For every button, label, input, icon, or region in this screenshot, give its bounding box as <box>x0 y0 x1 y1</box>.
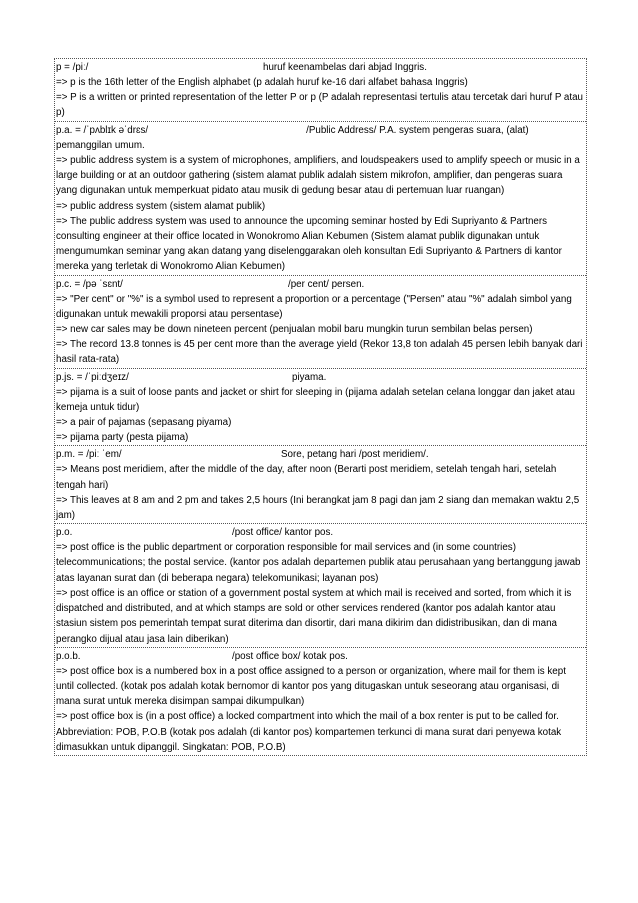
entry-term: p.a. = /ˈpʌblɪk əˈdrɛs/ <box>56 124 149 136</box>
entry-line: => Means post meridiem, after the middle of the day, after noon (Berarti post meridiem, setelah tengah hari, setelah tengah hari) <box>56 464 557 491</box>
entry-heading <box>56 123 585 153</box>
entry-heading <box>56 370 585 385</box>
entry-po <box>55 524 586 647</box>
entry-term: p = /piː/ <box>56 62 89 73</box>
entry-term: p.js. = /ˈpiːdʒeɪz/ <box>56 371 129 383</box>
entry-pm <box>55 446 586 524</box>
entry-meaning: /per cent/ persen. <box>288 278 365 290</box>
entry-term: p.m. = /piː ˈem/ <box>56 449 122 461</box>
entry-heading <box>56 649 585 664</box>
entry-line: => a pair of pajamas (sepasang piyama) <box>56 417 232 429</box>
entry-line: => The public address system was used to announce the upcoming seminar hosted by Edi Supriyanto & Partners consulting engineer at their office located in Wonokromo Alian Kebumen (Sistem alamat publik digunakan untuk mengumumkan seminar yang akan datang yang diselenggarakan oleh konsultan Edi Supriyanto & Partners di kantor mereka yang terletak di Wonokromo Alian Kebumen) <box>56 215 562 273</box>
entry-heading <box>56 525 585 540</box>
entry-heading <box>56 447 585 462</box>
entry-heading <box>56 60 585 75</box>
entry-term: p.c. = /pə ˈsɛnt/ <box>56 278 123 290</box>
entry-pob <box>55 648 586 755</box>
dictionary-entries <box>54 58 587 756</box>
entry-meaning: huruf keenambelas dari abjad Inggris. <box>263 62 427 73</box>
entry-line: => This leaves at 8 am and 2 pm and takes 2,5 hours (Ini berangkat jam 8 pagi dan jam 2 siang dan memakan waktu 2,5 jam) <box>56 494 580 522</box>
entry-pa <box>55 122 586 276</box>
entry-line: => public address system (sistem alamat publik) <box>56 200 266 212</box>
entry-line: => pijama party (pesta pijama) <box>56 432 189 444</box>
entry-meaning: /post office/ kantor pos. <box>232 527 334 539</box>
entry-line: => P is a written or printed representation of the letter P or p (P adalah representasi tertulis atau tercetak dari huruf P atau p) <box>56 92 583 119</box>
entry-meaning: /Public Address/ P.A. system pengeras suara, (alat) pemanggilan umum. <box>56 124 529 151</box>
entry-line: => The record 13.8 tonnes is 45 per cent more than the average yield (Rekor 13,8 ton adalah 45 persen lebih banyak dari hasil rata-rata) <box>56 339 583 366</box>
entry-term: p.o. <box>56 527 73 539</box>
entry-line: => "Per cent" or "%" is a symbol used to represent a proportion or a percentage ("Persen" atau "%" adalah simbol yang digunakan untuk mewakili proporsi atau persentase) <box>56 293 572 320</box>
entry-line: => post office is the public department or corporation responsible for mail services and (in some countries) telecommunications; the postal service. (kantor pos adalah departemen publik atau perusahaan yang bertanggung jawab atas layanan surat dan (di beberapa negara) telekomunikasi; layanan pos) <box>56 542 581 584</box>
entry-line: => post office box is a numbered box in a post office assigned to a person or organization, where mail for them is kept until collected. (kotak pos adalah kotak bernomor di kantor pos yang ditugaskan untuk seseorang atau organisasi, di mana surat untuk mereka disimpan sampai dikumpulkan) <box>56 665 566 708</box>
entry-pjs <box>55 369 586 447</box>
entry-p <box>55 59 586 122</box>
entry-meaning: /post office box/ kotak pos. <box>232 650 348 662</box>
entry-line: => public address system is a system of microphones, amplifiers, and loudspeakers used to amplify speech or music in a large building or at an outdoor gathering (sistem alamat publik adalah sistem mikrofon, amplifier, dan pengeras suara yang digunakan untuk memperkuat pidato atau musik di gedung besar atau di pertemuan luar ruangan) <box>56 155 580 197</box>
entry-heading <box>56 277 585 292</box>
entry-meaning: Sore, petang hari /post meridiem/. <box>281 449 429 461</box>
entry-line: => post office box is (in a post office) a locked compartment into which the mail of a box renter is put to be called for. Abbreviation: POB, P.O.B (kotak pos adalah (di kantor pos) kompartemen terkunci di mana surat dari penyewa kotak dimasukkan untuk dipanggil. Singkatan: POB, P.O.B) <box>56 711 562 753</box>
entry-line: => p is the 16th letter of the English alphabet (p adalah huruf ke-16 dari alfabet bahasa Inggris) <box>56 77 468 88</box>
entry-meaning: piyama. <box>292 371 327 383</box>
entry-term: p.o.b. <box>56 650 81 662</box>
entry-line: => new car sales may be down nineteen percent (penjualan mobil baru mungkin turun sembilan belas persen) <box>56 324 533 336</box>
entry-line: => pijama is a suit of loose pants and jacket or shirt for sleeping in (pijama adalah setelan celana longgar dan jaket atau kemeja untuk tidur) <box>56 386 576 413</box>
entry-line: => post office is an office or station of a government postal system at which mail is received and sorted, from which it is dispatched and distributed, and at which stamps are sold or other services rendered (kantor pos adalah kantor atau stasiun sistem pos pemerintah tempat surat diterima dan disortir, dari mana dikirim dan didistribusikan, dan di mana perangko dijual atau jasa lain diberikan) <box>56 587 572 645</box>
entry-pc <box>55 276 586 369</box>
